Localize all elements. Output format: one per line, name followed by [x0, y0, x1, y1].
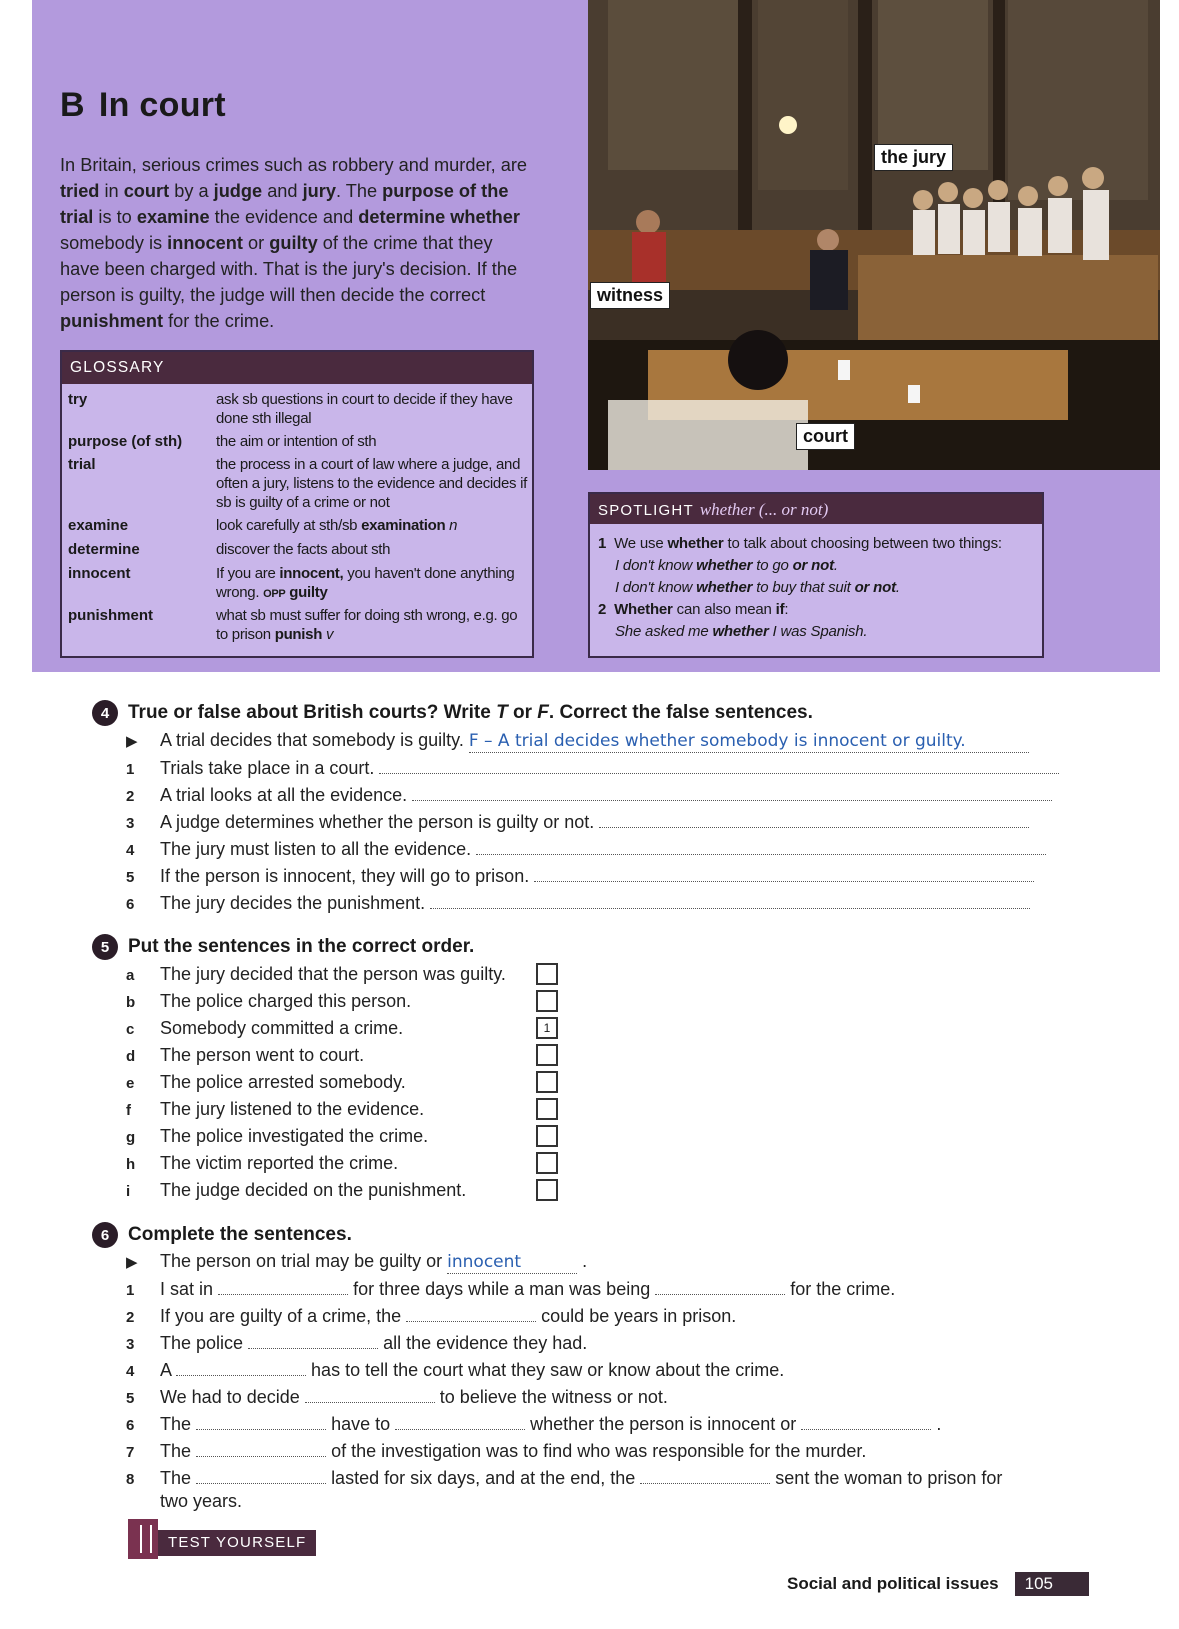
- order-box[interactable]: [536, 1152, 558, 1174]
- glossary-box: [60, 350, 534, 658]
- courtroom-illustration: [588, 0, 1160, 470]
- exercise-4-example: ▶ A trial decides that somebody is guilty. F – A trial decides whether somebody is innocent or guilty.: [126, 729, 1029, 753]
- exercise-number-badge: 6: [92, 1222, 118, 1248]
- exercise-4-item: 3 A judge determines whether the person is guilty or not.: [126, 810, 1029, 835]
- glossary-definition: discover the facts about sth: [216, 541, 391, 558]
- test-yourself-label: TEST YOURSELF: [158, 1530, 316, 1556]
- section-title: [60, 86, 226, 125]
- answer-blank[interactable]: [196, 1439, 326, 1457]
- spotlight-topic: whether (... or not): [699, 500, 829, 519]
- answer-blank[interactable]: [196, 1466, 326, 1484]
- courtroom-photo: [588, 0, 1160, 470]
- spotlight-box: [588, 492, 1044, 658]
- answer-blank[interactable]: [248, 1331, 378, 1349]
- spotlight-heading: SPOTLIGHT whether (... or not): [590, 494, 1042, 524]
- spotlight-example: She asked me whether I was Spanish.: [615, 623, 868, 640]
- glossary-term: innocent: [68, 565, 131, 582]
- exercise-6-item: 5 We had to decide to believe the witness or not.: [126, 1387, 668, 1407]
- exercise-5-item: c Somebody committed a crime.: [126, 1018, 404, 1038]
- spotlight-rule-2: 2 Whether can also mean if:: [598, 601, 789, 618]
- answer-blank[interactable]: [640, 1466, 770, 1484]
- answer-blank[interactable]: [599, 810, 1029, 828]
- glossary-definition: the aim or intention of sth: [216, 433, 377, 450]
- glossary-term: purpose (of sth): [68, 433, 183, 450]
- glossary-term: determine: [68, 541, 140, 558]
- exercise-4-title: True or false about British courts? Write T or F. Correct the false sentences.: [128, 702, 813, 723]
- answer-blank[interactable]: [176, 1358, 306, 1376]
- exercise-6-item: 6 The have to whether the person is innocent or .: [126, 1414, 942, 1434]
- exercise-6-title: Complete the sentences.: [128, 1224, 352, 1245]
- section-title-text: In court: [98, 86, 226, 124]
- exercise-5-item: a The jury decided that the person was guilty.: [126, 964, 506, 984]
- exercise-number-badge: 4: [92, 700, 118, 726]
- answer-blank[interactable]: [379, 756, 1059, 774]
- section-letter: B: [60, 86, 85, 124]
- order-box[interactable]: [536, 1071, 558, 1093]
- answer-blank[interactable]: [801, 1412, 931, 1430]
- play-marker-icon: ▶: [126, 1254, 138, 1271]
- glossary-definition: ask sb questions in court to decide if they have done sth illegal: [216, 391, 513, 427]
- exercise-4-item: 6 The jury decides the punishment.: [126, 891, 1030, 916]
- intro-paragraph: In Britain, serious crimes such as robbery and murder, are tried in court by a judge and jury. The purpose of the trial is to examine the evidence and determine whether somebody is innocent or guilty of the crime that they have been charged with. That is the jury's decision. If the person is guilty, the judge will then decide the correct punishment for the crime.: [60, 155, 528, 331]
- glossary-definition: what sb must suffer for doing sth wrong, e.g. go to prison punish v: [216, 607, 518, 643]
- exercise-5-item: h The victim reported the crime.: [126, 1153, 399, 1173]
- exercise-5-title: Put the sentences in the correct order.: [128, 936, 475, 957]
- glossary-definition: look carefully at sth/sb examination n: [216, 517, 458, 534]
- photo-label-court: court: [796, 423, 855, 450]
- spotlight-rule-1: 1 We use whether to talk about choosing between two things:: [598, 535, 1002, 552]
- photo-label-witness: witness: [590, 282, 670, 309]
- footer-section-title: Social and political issues: [786, 1574, 999, 1593]
- answer-blank[interactable]: [534, 864, 1034, 882]
- exercise-6-item: 1 I sat in for three days while a man was being for the crime.: [126, 1279, 896, 1299]
- order-box[interactable]: [536, 1125, 558, 1147]
- order-box[interactable]: [536, 1098, 558, 1120]
- order-box[interactable]: [536, 1179, 558, 1201]
- order-box[interactable]: 1: [536, 1017, 558, 1039]
- spotlight-example: I don't know whether to buy that suit or not.: [615, 579, 900, 596]
- exercise-5-item: f The jury listened to the evidence.: [126, 1099, 425, 1119]
- exercise-5-item: e The police arrested somebody.: [126, 1072, 406, 1092]
- exercise-6-item: 2 If you are guilty of a crime, the could be years in prison.: [126, 1306, 737, 1326]
- exercise-5-heading: [92, 934, 474, 960]
- exercise-6-item: 7 The of the investigation was to find who was responsible for the murder.: [126, 1441, 867, 1461]
- exercise-5-item: g The police investigated the crime.: [126, 1126, 429, 1146]
- exercise-5-item: b The police charged this person.: [126, 991, 412, 1011]
- exercise-4-heading: [92, 700, 813, 726]
- exercise-6-example: ▶ The person on trial may be guilty or innocent .: [126, 1251, 588, 1272]
- example-answer: innocent: [447, 1251, 577, 1274]
- answer-blank[interactable]: [196, 1412, 326, 1430]
- order-box[interactable]: [536, 990, 558, 1012]
- order-box[interactable]: [536, 963, 558, 985]
- exercise-5-item: i The judge decided on the punishment.: [126, 1180, 467, 1200]
- play-marker-icon: ▶: [126, 733, 138, 750]
- glossary-heading: GLOSSARY: [62, 352, 532, 384]
- exercise-number-badge: 5: [92, 934, 118, 960]
- page-footer: [787, 1572, 1089, 1596]
- answer-blank[interactable]: [395, 1412, 525, 1430]
- answer-blank[interactable]: [476, 837, 1046, 855]
- photo-label-jury: the jury: [874, 144, 953, 171]
- exercise-6-item: 4 A has to tell the court what they saw or know about the crime.: [126, 1360, 785, 1380]
- exercise-6-item: 8 The lasted for six days, and at the end, the sent the woman to prison for: [126, 1468, 1003, 1488]
- exercise-6-heading: [92, 1222, 352, 1248]
- glossary-term: try: [68, 391, 88, 408]
- exercise-4-item: 4 The jury must listen to all the evidence.: [126, 837, 1046, 862]
- exercise-6-item-continued: two years.: [160, 1491, 243, 1511]
- order-box[interactable]: [536, 1044, 558, 1066]
- example-answer: F – A trial decides whether somebody is innocent or guilty.: [469, 730, 1029, 753]
- exercise-4-item: 2 A trial looks at all the evidence.: [126, 783, 1052, 808]
- exercise-6-item: 3 The police all the evidence they had.: [126, 1333, 588, 1353]
- book-icon: [128, 1519, 158, 1559]
- glossary-term: punishment: [68, 607, 153, 624]
- glossary-definition: If you are innocent, you haven't done anything wrong. OPP guilty: [216, 565, 515, 601]
- test-yourself-button[interactable]: [128, 1530, 316, 1556]
- exercise-4-item: 1 Trials take place in a court.: [126, 756, 1059, 781]
- glossary-term: trial: [68, 456, 96, 473]
- answer-blank[interactable]: [218, 1277, 348, 1295]
- answer-blank[interactable]: [412, 783, 1052, 801]
- answer-blank[interactable]: [430, 891, 1030, 909]
- glossary-term: examine: [68, 517, 129, 534]
- answer-blank[interactable]: [655, 1277, 785, 1295]
- page-number: 105: [1015, 1572, 1089, 1596]
- exercise-4-item: 5 If the person is innocent, they will go to prison.: [126, 864, 1034, 889]
- exercise-5-item: d The person went to court.: [126, 1045, 365, 1065]
- glossary-definition: the process in a court of law where a judge, and often a jury, listens to the evidence and decides if sb is guilty of a crime or not: [216, 456, 527, 511]
- spotlight-example: I don't know whether to go or not.: [615, 557, 838, 574]
- answer-blank[interactable]: [406, 1304, 536, 1322]
- answer-blank[interactable]: [305, 1385, 435, 1403]
